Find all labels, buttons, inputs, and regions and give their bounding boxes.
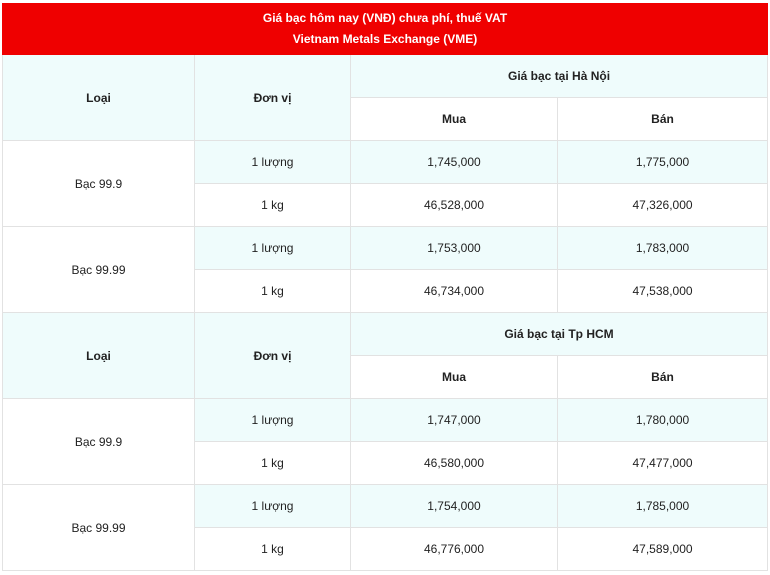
header-type: Loại xyxy=(3,313,195,399)
header-location-hanoi: Giá bạc tại Hà Nội xyxy=(351,55,768,98)
buy-price-cell: 46,776,000 xyxy=(351,528,558,571)
buy-price-cell: 1,753,000 xyxy=(351,227,558,270)
unit-cell: 1 kg xyxy=(195,270,351,313)
sell-price-cell: 1,775,000 xyxy=(558,141,768,184)
silver-type-cell: Bạc 99.99 xyxy=(3,485,195,571)
unit-cell: 1 kg xyxy=(195,184,351,227)
sell-price-cell: 47,538,000 xyxy=(558,270,768,313)
header-buy: Mua xyxy=(351,356,558,399)
buy-price-cell: 1,745,000 xyxy=(351,141,558,184)
header-unit: Đơn vị xyxy=(195,313,351,399)
buy-price-cell: 1,754,000 xyxy=(351,485,558,528)
buy-price-cell: 46,734,000 xyxy=(351,270,558,313)
table-row xyxy=(3,399,768,442)
unit-cell: 1 lượng xyxy=(195,141,351,184)
sell-price-cell: 1,785,000 xyxy=(558,485,768,528)
unit-cell: 1 kg xyxy=(195,442,351,485)
buy-price-cell: 1,747,000 xyxy=(351,399,558,442)
table-title xyxy=(3,4,768,55)
unit-cell: 1 lượng xyxy=(195,227,351,270)
unit-cell: 1 kg xyxy=(195,528,351,571)
silver-type-cell: Bạc 99.99 xyxy=(3,227,195,313)
header-buy: Mua xyxy=(351,98,558,141)
unit-cell: 1 lượng xyxy=(195,399,351,442)
title-line-2: Vietnam Metals Exchange (VME) xyxy=(292,32,478,46)
silver-type-cell: Bạc 99.9 xyxy=(3,399,195,485)
header-type: Loại xyxy=(3,55,195,141)
header-location-hcm: Giá bạc tại Tp HCM xyxy=(351,313,768,356)
unit-cell: 1 lượng xyxy=(195,485,351,528)
table-row xyxy=(3,485,768,528)
table-row xyxy=(3,141,768,184)
header-sell: Bán xyxy=(558,98,768,141)
title-line-1: Giá bạc hôm nay (VNĐ) chưa phí, thuế VAT xyxy=(262,11,508,25)
sell-price-cell: 47,589,000 xyxy=(558,528,768,571)
silver-price-table xyxy=(2,3,768,571)
sell-price-cell: 1,783,000 xyxy=(558,227,768,270)
header-sell: Bán xyxy=(558,356,768,399)
table-row xyxy=(3,227,768,270)
buy-price-cell: 46,528,000 xyxy=(351,184,558,227)
sell-price-cell: 47,326,000 xyxy=(558,184,768,227)
sell-price-cell: 47,477,000 xyxy=(558,442,768,485)
silver-type-cell: Bạc 99.9 xyxy=(3,141,195,227)
sell-price-cell: 1,780,000 xyxy=(558,399,768,442)
buy-price-cell: 46,580,000 xyxy=(351,442,558,485)
header-unit: Đơn vị xyxy=(195,55,351,141)
